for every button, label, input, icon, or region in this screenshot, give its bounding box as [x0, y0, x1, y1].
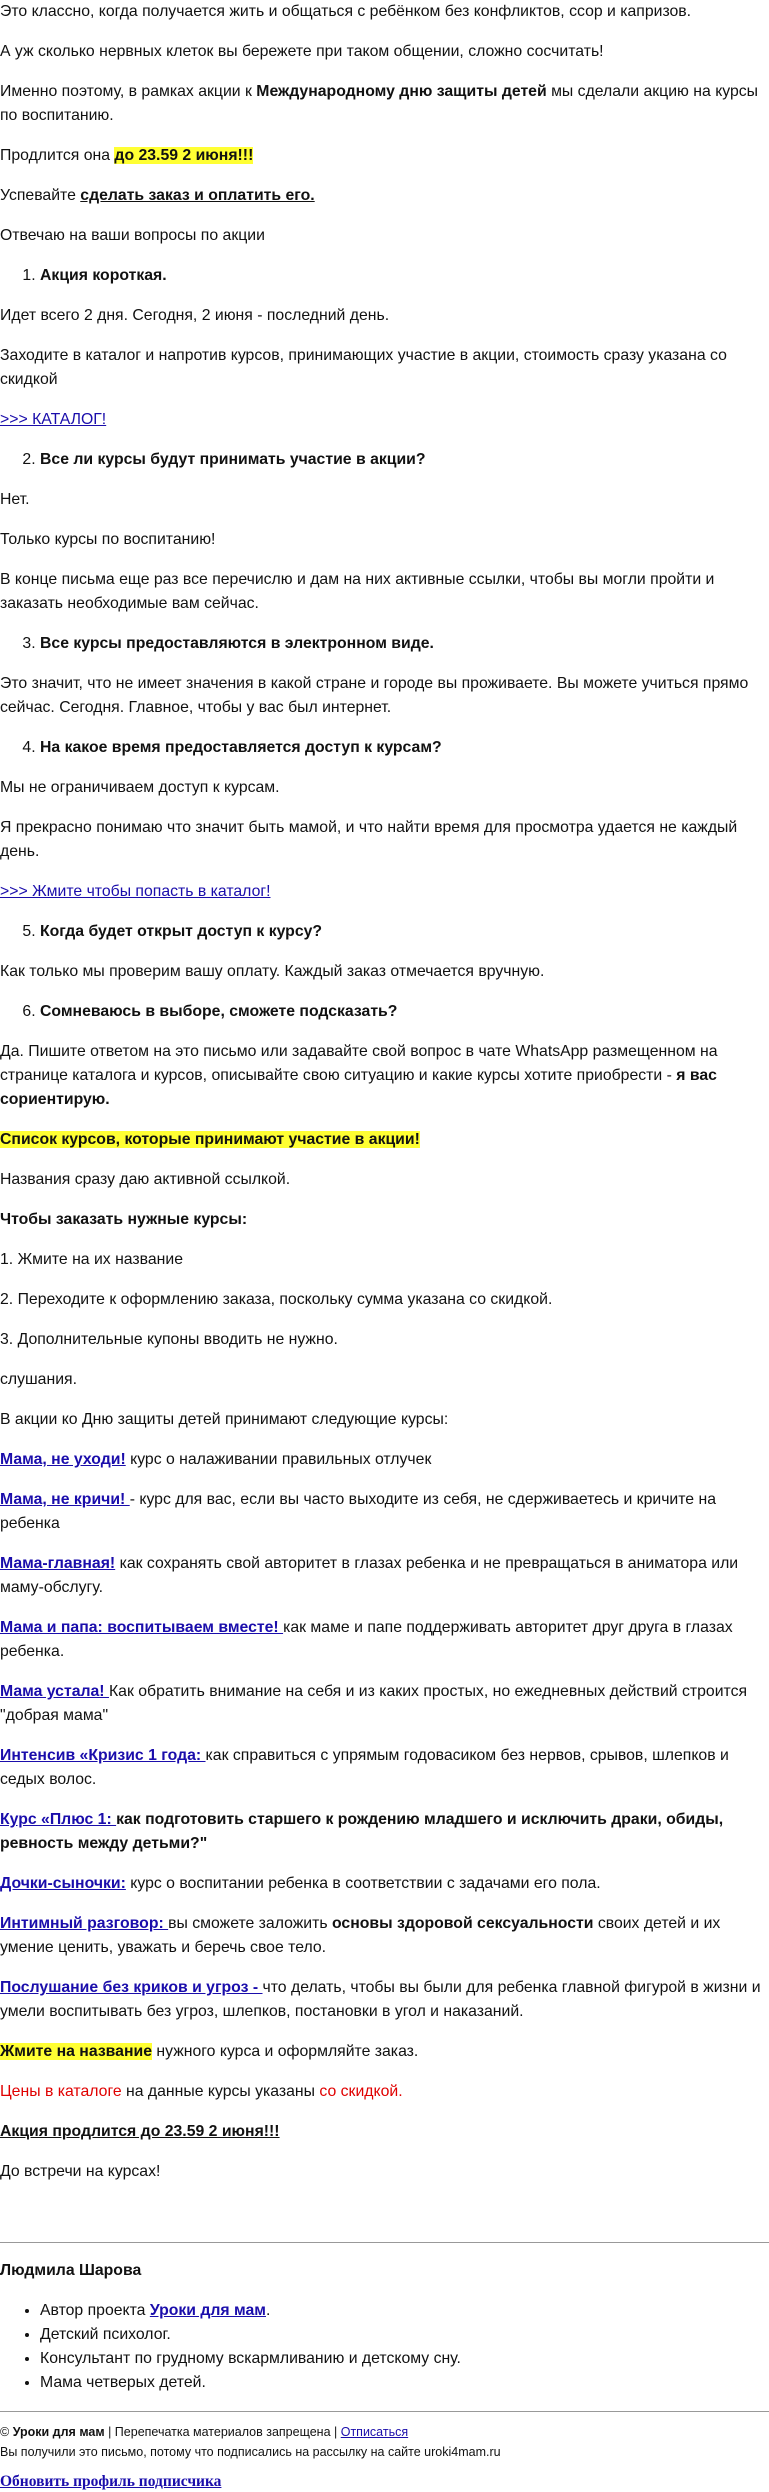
faq-question-4	[40, 736, 769, 760]
faq-intro: Отвечаю на ваши вопросы по акции	[0, 227, 265, 244]
course-desc-5: Как обратить внимание на себя и из каких простых, но ежедневных действий строится "добрая мама"	[0, 1683, 748, 1724]
spacer	[0, 2200, 769, 2224]
course-desc-10: что делать, чтобы вы были для ребенка главной фигурой в жизни и умели воспитывать без угроз, шлепков, постановки в угол и наказаний.	[0, 1979, 761, 2020]
course-link-2[interactable]: Мама, не кричи!	[0, 1491, 130, 1508]
course-desc-6: как справиться с упрямым годовасиком без нервов, срывов, шлепков и седых волос.	[0, 1747, 729, 1788]
footer-line-1	[0, 2422, 769, 2442]
faq-answer-3: Это значит, что не имеет значения в какой стране и городе вы проживаете. Вы можете учиться прямо сейчас. Сегодня. Главное, чтобы у вас был интернет.	[0, 675, 749, 716]
divider-bottom	[0, 2411, 769, 2412]
faq-answer-2a: Нет.	[0, 491, 30, 508]
copyright-sign: ©	[0, 2425, 13, 2439]
faq-question-3	[40, 632, 769, 656]
course-link-3[interactable]: Мама-главная!	[0, 1555, 116, 1572]
hurry-paragraph	[0, 184, 769, 208]
course-item-1	[0, 1448, 769, 1472]
course-item-4	[0, 1616, 769, 1664]
faq-q3-list	[0, 632, 769, 656]
bio-item-4: • Мама четверых детей.	[40, 2371, 769, 2395]
course-item-10	[0, 1976, 769, 2024]
course-link-4[interactable]: Мама и папа: воспитываем вместе!	[0, 1619, 284, 1636]
course-desc-9b: основы здоровой сексуальности	[331, 1915, 594, 1932]
bio-item-1-dot: .	[266, 2302, 271, 2319]
course-desc-8: курс о воспитании ребенка в соответствии с задачами его пола.	[125, 1875, 601, 1892]
faq-question-2	[40, 448, 769, 472]
faq-q1-list	[0, 264, 769, 288]
prices-red-1: Цены в каталоге	[0, 2083, 122, 2100]
step-3: 3. Дополнительные купоны вводить не нужно.	[0, 1331, 338, 1348]
faq-answer-4b: Я прекрасно понимаю что значит быть мамой, и что найти время для просмотра удается не каждый день.	[0, 819, 738, 860]
course-link-9[interactable]: Интимный разговор:	[0, 1915, 169, 1932]
course-link-5[interactable]: Мама устала!	[0, 1683, 109, 1700]
faq-question-6-text: Сомневаюсь в выборе, сможете подсказать?	[40, 1003, 398, 1020]
course-desc-1: курс о налаживании правильных отлучек	[125, 1451, 432, 1468]
faq-answer-6-text: Да. Пишите ответом на это письмо или задавайте свой вопрос в чате WhatsApp размещенном на странице каталога и курсов, описывайте свою ситуацию и какие курсы хотите приобрести -	[0, 1043, 718, 1084]
bio-item-1	[40, 2299, 769, 2323]
prices-red-2: со скидкой.	[319, 2083, 403, 2100]
course-desc-7: как подготовить старшего к рождению младшего и исключить драки, обиды, ревность между детьми?"	[0, 1811, 724, 1852]
faq-q2-list	[0, 448, 769, 472]
faq-answer-6	[0, 1040, 769, 1112]
howto-heading-paragraph	[0, 1208, 769, 1232]
course-link-7[interactable]: Курс «Плюс 1:	[0, 1811, 117, 1828]
holiday-name: Международному дню защиты детей	[256, 83, 547, 100]
prices-paragraph	[0, 2080, 769, 2104]
faq-answer-6-bold: я вас сориентирую.	[0, 1067, 717, 1108]
intro-paragraph-2: А уж сколько нервных клеток вы бережете при таком общении, сложно сосчитать!	[0, 43, 604, 60]
faq-answer-1b: Заходите в каталог и напротив курсов, принимающих участие в акции, стоимость сразу указана со скидкой	[0, 347, 727, 388]
faq-question-4-text: На какое время предоставляется доступ к курсам?	[40, 739, 442, 756]
faq-q5-list	[0, 920, 769, 944]
footer-reason: Вы получили это письмо, потому что подписались на рассылку на сайте uroki4mam.ru	[0, 2445, 501, 2459]
project-link[interactable]: Уроки для мам	[149, 2302, 266, 2319]
course-link-1[interactable]: Мама, не уходи!	[0, 1451, 126, 1468]
names-note: Названия сразу даю активной ссылкой.	[0, 1171, 291, 1188]
step-2: 2. Переходите к оформлению заказа, поскольку сумма указана со скидкой.	[0, 1291, 553, 1308]
faq-answer-5: Как только мы проверим вашу оплату. Каждый заказ отмечается вручную.	[0, 963, 545, 980]
deadline-final: Акция продлится до 23.59 2 июня!!!	[0, 2123, 280, 2140]
howto-heading: Чтобы заказать нужные курсы:	[0, 1211, 248, 1228]
course-item-3	[0, 1552, 769, 1600]
course-item-6	[0, 1744, 769, 1792]
duration-paragraph	[0, 144, 769, 168]
course-item-5	[0, 1680, 769, 1728]
faq-question-6	[40, 1000, 769, 1024]
footer-brand: Уроки для мам	[12, 2425, 105, 2439]
catalog-link[interactable]: >>> КАТАЛОГ!	[0, 411, 107, 428]
course-link-6[interactable]: Интенсив «Кризис 1 года:	[0, 1747, 206, 1764]
press-name-text: нужного курса и оформляйте заказ.	[152, 2043, 419, 2060]
course-desc-9c: своих детей и их умение ценить, уважать и беречь свое тело.	[0, 1915, 721, 1956]
bio-item-1-text: Автор проекта	[40, 2302, 150, 2319]
deadline-paragraph	[0, 2120, 769, 2144]
author-name-paragraph	[0, 2259, 769, 2283]
footer-notice: | Перепечатка материалов запрещена |	[104, 2425, 341, 2439]
course-list-heading: Список курсов, которые принимают участие в акции!	[0, 1131, 420, 1148]
course-item-7	[0, 1808, 769, 1856]
intro-paragraph-3	[0, 80, 769, 128]
prices-text: на данные курсы указаны	[121, 2083, 320, 2100]
hurry-text: Успевайте	[0, 187, 81, 204]
intro-p3-end: мы сделали акцию на курсы по воспитанию.	[0, 83, 759, 124]
author-bio-list	[0, 2299, 769, 2395]
course-item-2	[0, 1488, 769, 1536]
catalog-link-paragraph	[0, 408, 769, 432]
course-desc-4: как маме и папе поддерживать авторитет друг друга в глазах ребенка.	[0, 1619, 733, 1660]
press-name-highlight: Жмите на название	[0, 2043, 152, 2060]
faq-answer-2c: В конце письма еще раз все перечислю и дам на них активные ссылки, чтобы вы могли пройти и заказать необходимые вам сейчас.	[0, 571, 715, 612]
unsubscribe-link[interactable]: Отписаться	[340, 2425, 409, 2439]
course-desc-9a: вы сможете заложить	[168, 1915, 332, 1932]
faq-q6-list	[0, 1000, 769, 1024]
course-desc-3: как сохранять свой авторитет в глазах ребенка и не превращаться в аниматора или маму-обслугу.	[0, 1555, 739, 1596]
faq-q4-list	[0, 736, 769, 760]
faq-question-3-text: Все курсы предоставляются в электронном виде.	[40, 635, 434, 652]
bio-item-2: • Детский психолог.	[40, 2323, 769, 2347]
faq-answer-1a: Идет всего 2 дня. Сегодня, 2 июня - последний день.	[0, 307, 390, 324]
faq-question-1	[40, 264, 769, 288]
catalog-link-2-paragraph	[0, 880, 769, 904]
course-list-heading-paragraph	[0, 1128, 769, 1152]
update-profile-link[interactable]: Обновить профиль подписчика	[0, 2473, 222, 2490]
deadline-highlight: до 23.59 2 июня!!!	[114, 147, 254, 164]
bio-item-3: • Консультант по грудному вскармливанию и детскому сну.	[40, 2347, 769, 2371]
divider-top	[0, 2242, 769, 2243]
course-link-8[interactable]: Дочки-сыночки:	[0, 1875, 126, 1892]
faq-answer-2b: Только курсы по воспитанию!	[0, 531, 216, 548]
goodbye: До встречи на курсах!	[0, 2163, 161, 2180]
author-name: Людмила Шарова	[0, 2262, 142, 2279]
duration-text: Продлится она	[0, 147, 115, 164]
course-item-8	[0, 1872, 769, 1896]
faq-question-1-text: Акция короткая.	[40, 267, 167, 284]
faq-question-5-text: Когда будет открыт доступ к курсу?	[40, 923, 323, 940]
faq-question-2-text: Все ли курсы будут принимать участие в акции?	[40, 451, 426, 468]
press-name-paragraph	[0, 2040, 769, 2064]
faq-answer-4a: Мы не ограничиваем доступ к курсам.	[0, 779, 280, 796]
catalog-link-2[interactable]: >>> Жмите чтобы попасть в каталог!	[0, 883, 271, 900]
step-1: 1. Жмите на их название	[0, 1251, 183, 1268]
course-item-9	[0, 1912, 769, 1960]
intro-p3-start: Именно поэтому, в рамках акции к	[0, 83, 257, 100]
intro-paragraph-1: Это классно, когда получается жить и общаться с ребёнком без конфликтов, ссор и капризов.	[0, 3, 692, 20]
courses-intro: В акции ко Дню защиты детей принимают следующие курсы:	[0, 1411, 449, 1428]
faq-question-5	[40, 920, 769, 944]
course-desc-2: - курс для вас, если вы часто выходите из себя, не сдерживаетесь и кричите на ребенка	[0, 1491, 716, 1532]
stray-text: слушания.	[0, 1371, 77, 1388]
order-call: сделать заказ и оплатить его.	[80, 187, 315, 204]
course-link-10[interactable]: Послушание без криков и угроз -	[0, 1979, 263, 1996]
